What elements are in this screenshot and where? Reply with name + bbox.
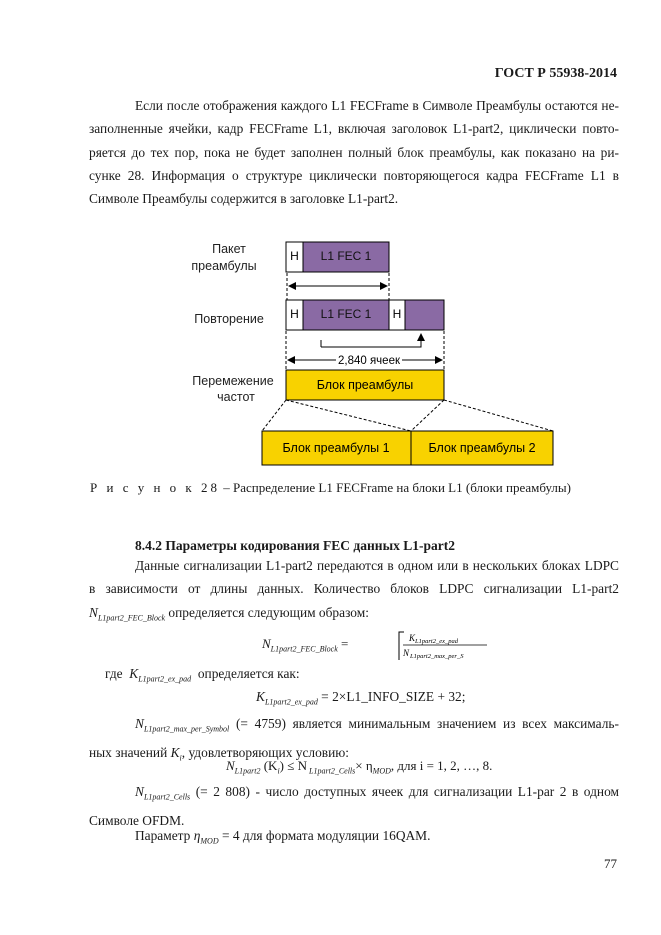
svg-text:L1part2_max_per_S: L1part2_max_per_S: [410, 653, 464, 660]
label-interleaving-1: Перемежение: [192, 374, 274, 388]
body-paragraph-1: [89, 554, 619, 630]
expansion-line: [411, 400, 444, 431]
intro-line: сунке 28. Информация о структуре циклически повторяющегося кадра FECFrame L1 в: [89, 167, 619, 183]
intro-line: заполненные ячейки, кадр FECFrame L1, включая заголовок L1-part2, циклически повто-: [89, 121, 619, 137]
label-preamble-packet-2: преамбулы: [191, 259, 257, 273]
document-header: ГОСТ Р 55938-2014: [494, 66, 617, 81]
expansion-line: [444, 400, 553, 431]
section-title: 8.4.2 Параметры кодирования FEC данных L1-part2: [135, 538, 455, 553]
body-paragraph-cells: [89, 780, 619, 832]
intro-line: Если после отображения каждого L1 FECFrame в Символе Преамбулы остаются не-: [135, 98, 619, 113]
expansion-line: [286, 400, 411, 431]
label-preamble-packet-1: Пакет: [212, 242, 246, 256]
preamble-block-1-label: Блок преамбулы 1: [282, 441, 390, 455]
where-line: где $K_{L1part2\_ex\_pad}$ определяется как:: [105, 666, 300, 684]
preamble-block-label: Блок преамбулы: [316, 378, 414, 392]
header-cell-label: H: [290, 249, 299, 263]
figure-caption: [0, 480, 661, 496]
body-line: ных значений $K_i$, удовлетворяющих условию:: [89, 744, 349, 763]
intro-line: ряется до тех пор, пока не будет заполнен полный блок преамбулы, как показано на ри-: [89, 144, 619, 160]
body-line: $N_{L1part2\_max\_per\_Symbol}$ (= 4759) является минимальным значением из всех максималь-: [135, 716, 619, 734]
svg-text:K: K: [409, 633, 416, 643]
repeat-pointer-arrow: [321, 334, 421, 347]
preamble-block-2-label: Блок преамбулы 2: [428, 441, 536, 455]
expansion-line: [262, 400, 286, 431]
body-line: $N_{L1part2\_FEC\_Block}$ определяется следующим образом:: [89, 604, 369, 623]
page-number: 77: [604, 856, 617, 871]
equation-condition: $N_{L1part2}$ $(K_i) \le N$ $_{L1part2\_Cells}\times \eta_{MOD}$, для i = 1, 2, …, 8.: [226, 758, 493, 776]
header-cell-label: H: [392, 307, 402, 321]
label-interleaving-2: частот: [217, 390, 255, 404]
header-cell-label: H: [290, 307, 299, 321]
label-repetition: Повторение: [194, 312, 264, 326]
svg-text:L1part2_ex_pad: L1part2_ex_pad: [415, 638, 458, 645]
body-line: Данные сигнализации L1-part2 передаются в одном или в нескольких блоках LDPC: [135, 558, 619, 573]
equation-fec-block-ceil: [395, 628, 495, 662]
equation-fec-block-lhs: $N_{L1part2\_FEC\_Block}$ =: [262, 636, 349, 654]
l1-fec-block-label: L1 FEC 1: [320, 307, 372, 321]
l1-fec-block-partial: [405, 300, 444, 330]
cells-count-label: 2,840 ячеек: [337, 355, 401, 367]
body-line: $N_{L1part2\_Cells}$ (= 2 808) - число доступных ячеек для сигнализации L1-par 2 в одном: [135, 784, 619, 802]
body-line: в зависимости от длины данных. Количество блоков LDPC сигнализации L1-part2: [89, 581, 619, 597]
caption-prefix: Р и с у н о к 28: [90, 480, 220, 495]
svg-text:N: N: [403, 648, 410, 658]
caption-text: – Распределение L1 FECFrame на блоки L1 (блоки преамбулы): [220, 480, 571, 495]
equation-k-ex-pad: $K_{L1part2\_ex\_pad}$ = 2×L1_INFO_SIZE + 32;: [256, 689, 466, 707]
l1-fec-block-label: L1 FEC 1: [320, 249, 372, 263]
parameter-line: Параметр $\eta_{MOD} = 4$ для формата модуляции 16QAM.: [135, 828, 431, 846]
body-line: Символе OFDM.: [89, 812, 185, 828]
intro-line: Символе Преамбулы содержится в заголовке L1-part2.: [89, 191, 399, 207]
